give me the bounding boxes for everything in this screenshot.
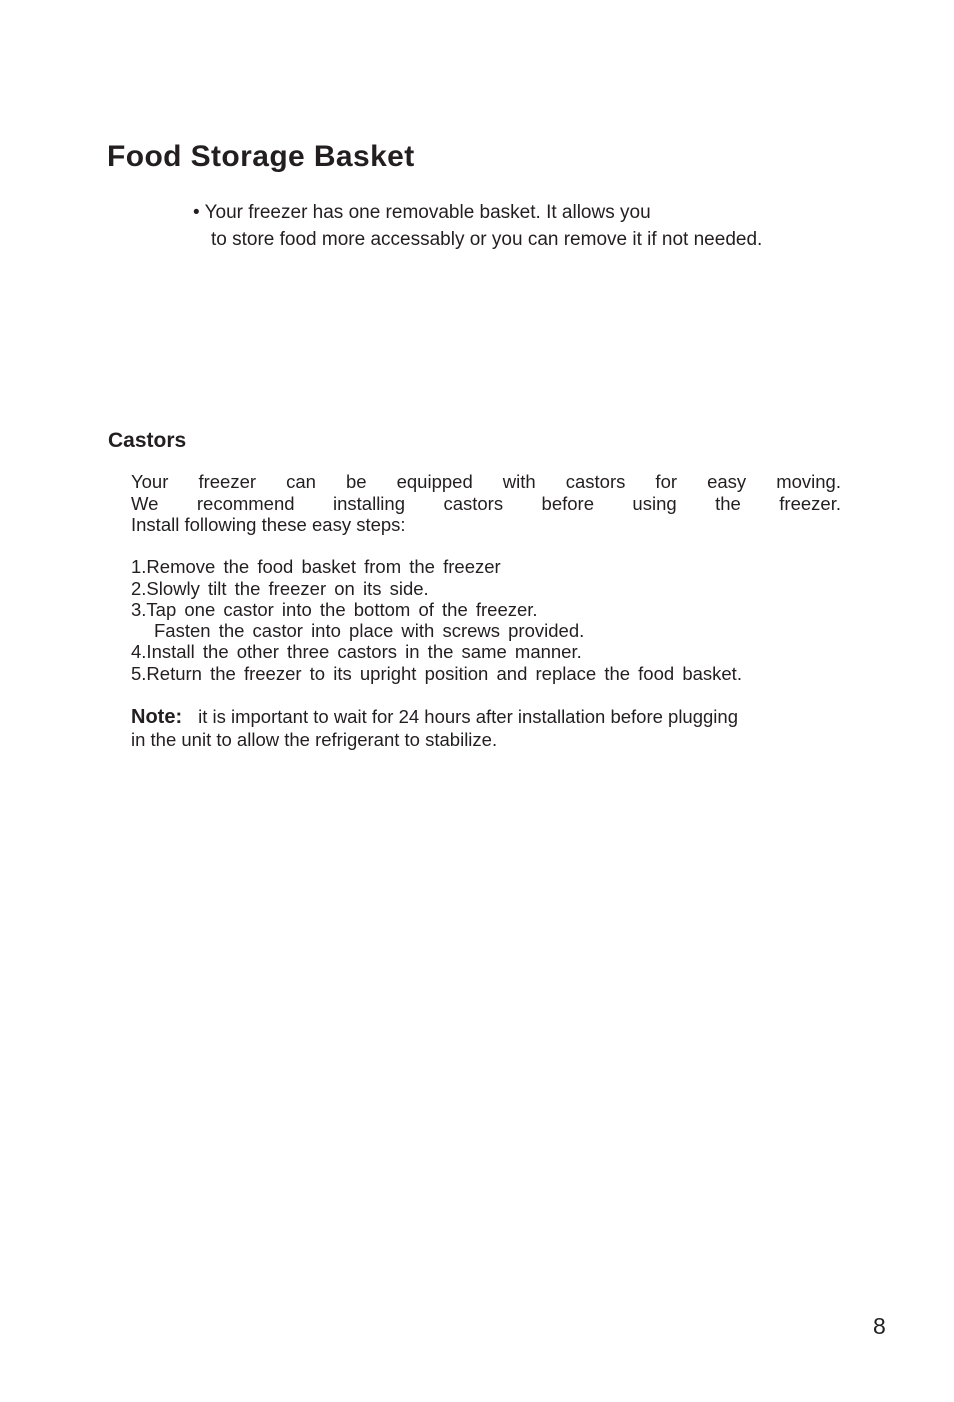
page-title: Food Storage Basket (107, 140, 415, 173)
note-line-2: in the unit to allow the refrigerant to stabilize. (131, 729, 498, 750)
list-item: 1.Remove the food basket from the freezer (131, 556, 501, 577)
castors-intro-line-2: We recommend installing castors before using the freezer. (131, 493, 841, 514)
list-item: 3.Tap one castor into the bottom of the freezer. (131, 599, 538, 620)
note-text: it is important to wait for 24 hours after installation before plugging (198, 706, 738, 727)
castors-intro-line-1: Your freezer can be equipped with castors for easy moving. (131, 471, 841, 492)
note-label: Note: (131, 706, 183, 728)
note-line-1 (131, 706, 738, 728)
castors-intro-line-3: Install following these easy steps: (131, 514, 406, 535)
castors-heading: Castors (108, 429, 187, 452)
basket-intro-line-2: to store food more accessably or you can remove it if not needed. (211, 229, 763, 250)
list-item: 2.Slowly tilt the freezer on its side. (131, 578, 429, 599)
list-item: 4.Install the other three castors in the same manner. (131, 641, 582, 662)
page-number: 8 (873, 1313, 886, 1339)
list-item-continuation: Fasten the castor into place with screws provided. (154, 620, 585, 641)
list-item: 5.Return the freezer to its upright position and replace the food basket. (131, 663, 742, 684)
basket-intro-line-1: • Your freezer has one removable basket. It allows you (193, 202, 651, 223)
